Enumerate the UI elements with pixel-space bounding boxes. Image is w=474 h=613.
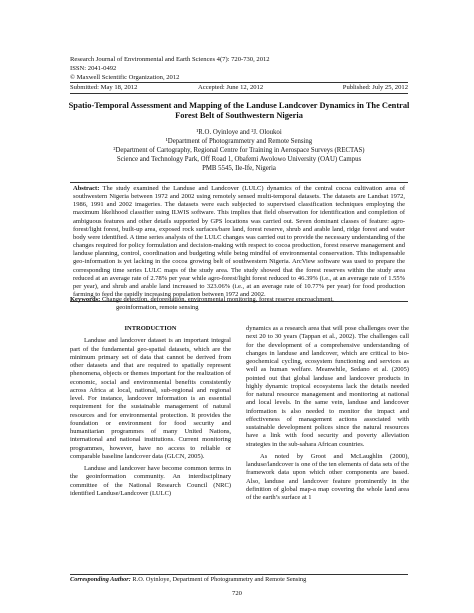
author-block [60,128,418,173]
keywords-line-1: Change detection, deforestation, environmental monitoring, forest reserve encroachment, [101,296,334,303]
keywords-label: Keywords: [70,296,101,303]
page-number: 720 [232,590,242,597]
abstract-box [70,182,408,302]
affiliation-2: ²Department of Cartography, Regional Centre for Training in Aerospace Surveys (RECTAS) [113,147,365,154]
left-column [70,325,231,502]
keywords-line-2: geoinformation, remote sensing [116,304,199,312]
footer-divider [70,574,408,575]
affiliation-3: Science and Technology Park, Off Road 1, Obafemi Awolowo University (OAU) Campus [116,156,362,163]
submitted-date: Submitted: May 18, 2012 [70,84,138,91]
intro-paragraph-1: Landuse and landcover dataset is an important integral part of the fundamental geo-spatial datasets, which are the minimum primary set of data that cannot be derived from other datasets and that are required to spatially represent phenomena, objects or themes important for the realization of economic, social and environmental benefits consistently across Africa at local, national, sub-regional and regional level. For instance, landcover information is an essential requirement for the sustainable management of natural resources and for environmental protection. It provides the foundation or environment for food security and humanitarian programmes of many United Nations, international and national institutions. Current monitoring programmes, however, have no access to reliable or comparable baseline landcover data (GLCN, 2005). [70,337,231,460]
published-date: Published: July 25, 2012 [342,84,408,91]
right-paragraph-1: dynamics as a research area that will pose challenges over the next 20 to 30 years (Tappan et al., 2002). The challenges call for the development of a comprehensive understanding of changes in landuse and landcover, which are critical to bio-geochemical cycling, ecosystem functioning and services as well as human welfare. Meanwhile, Sedano et al. (2005) pointed out that global landuse and landcover products in highly dynamic tropical ecosystems lack the details needed for natural resource management and monitoring at national and local levels. In the same vein, landuse and landcover information is also needed to monitor the impact and effectiveness of management actions associated with sustainable development polices since the natural resources have a link with food security and poverty alleviation strategies in the sub-sahara African countries. [246,325,409,448]
affiliation-1: ¹Department of Photogrammetry and Remote Sensing [165,138,313,145]
keywords-block [70,296,408,312]
right-column [246,325,409,506]
corresponding-author-label: Corresponding Author: [70,576,131,583]
author-names: ¹R.O. Oyinloye and ²J. Oloukoi [196,129,282,136]
dates-bar [70,82,408,94]
accepted-date: Accepted: June 12, 2012 [198,84,264,91]
abstract-text: The study examined the Landuse and Landcover (LULC) dynamics of the central cocoa cultivation area of southwestern Nigeria between 1972 and 2002 using remotely sensed multi-temporal datasets. The datasets are Landsat 1972, 1986, 1991 and 2002 imageries. The datasets were each subjected to supervised classification techniques employing the maximum likelihood classifier using ILWIS software. This implies that field observation for identification and completion of ambiguous features and other details supported by GPS locations was carried out. Seven dominant classes of feature: agro-forest/light forest, built-up area, exposed rock surfaces/bare land, forest reserve, shrub and arable land, ridge forest and water body were identified. A time series analysis of the LULC changes was carried out to provide the necessary understanding of the changes required for policy formulation and decision-making with respect to cocoa production, forest reserve management and landuse planning, control, coordination and budgeting while being mindful of environmental conservation. This indispensable geo-information is yet lacking in the cocoa growing belt of southwestern Nigeria. ArcView software was used to prepare the corresponding time series LULC maps of the study area. The study showed that the forest reserves within the study area reduced at an average rate of 2.78% per year while agro-forest/light forest reduced to 46.39% (i.e., at an average rate of 1.55% per year), and shrub and arable land increased to 323.06% (i.e., at an average rate of 10.77% per year) for food production farming to feed the rapidly increasing population between 1972 and 2002. [73,185,406,299]
journal-citation: Research Journal of Environmental and Earth Sciences 4(7): 720-730, 2012 [70,56,270,63]
introduction-heading: INTRODUCTION [124,325,177,332]
corresponding-author-text: R.O. Oyinloye, Department of Photogrammetry and Remote Sensing [132,576,307,583]
journal-copyright: © Maxwell Scientific Organization, 2012 [70,74,180,81]
journal-issn: ISSN: 2041-0492 [70,65,117,72]
journal-header [70,55,270,82]
paper-title: Spatio-Temporal Assessment and Mapping of the Landuse Landcover Dynamics in The Central Forest Belt of Southwestern Nigeria [68,101,410,121]
corresponding-author [70,576,306,584]
intro-paragraph-2: Landuse and landcover have become common terms in the geoinformation community. An interdisciplinary committee of the National Research Council (NRC) identified Landuse/Landcover (LULC) [70,465,231,497]
abstract-label: Abstract: [73,185,100,192]
affiliation-4: PMB 5545, Ile-Ife, Nigeria [202,165,276,172]
right-paragraph-2: As noted by Groot and McLaughlin (2000), landuse/landcover is one of the ten elements of data sets of the framework data upon which other components are based. Also, landuse and landcover feature prominently in the definition of global map-a map covering the whole land area of the earth’s surface at 1 [246,452,409,501]
